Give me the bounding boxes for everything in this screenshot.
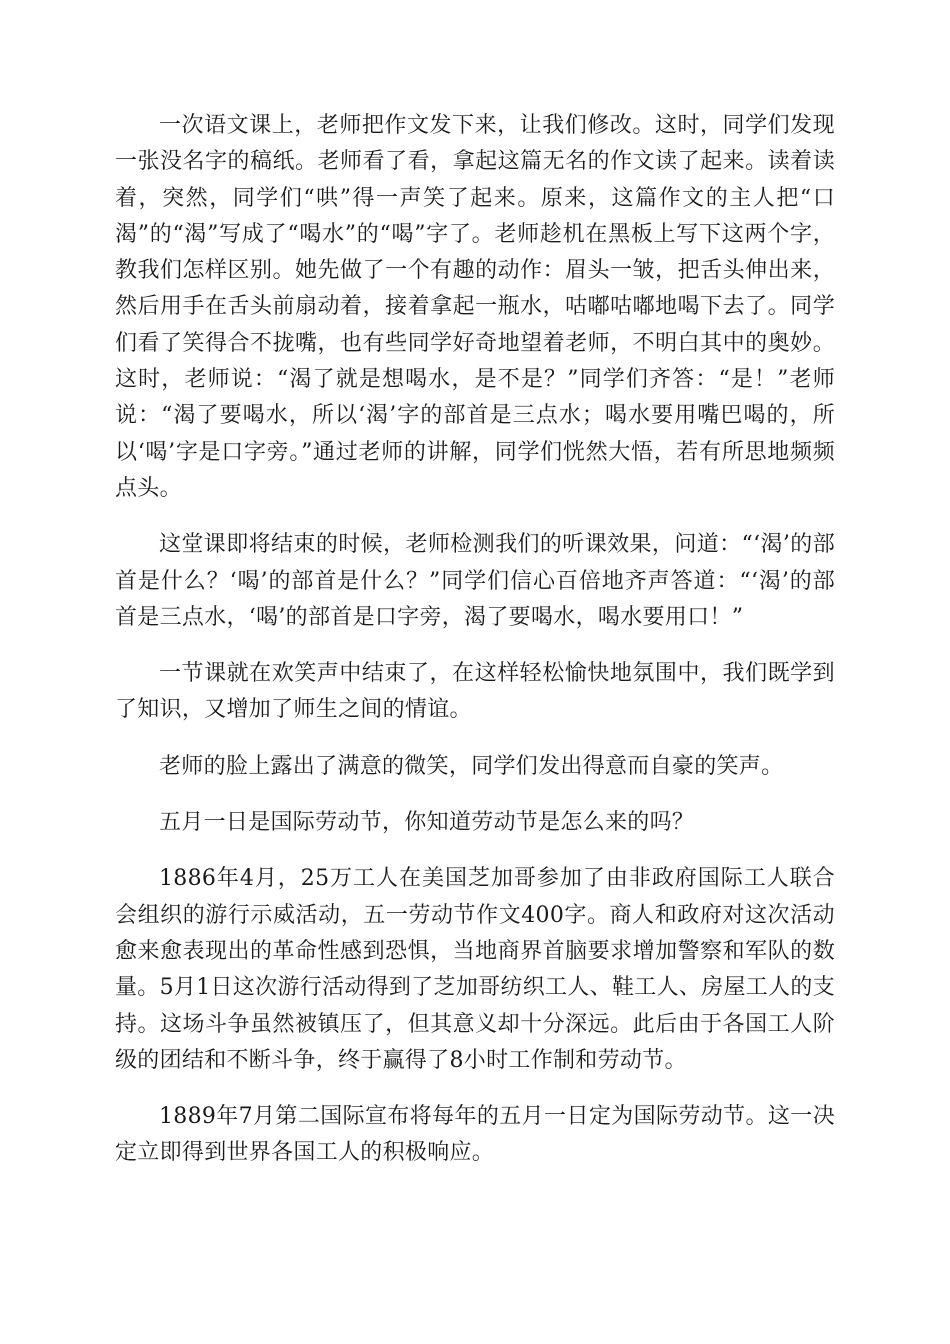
paragraph-6: 1886年4月，25万工人在美国芝加哥参加了由非政府国际工人联合会组织的游行示威活动，五一劳动节作文400字。商人和政府对这次活动愈来愈表现出的革命性感到恐惧，当地商界首脑要求增加警察和军队的数量。5月1日这次游行活动得到了芝加哥纺织工人、鞋工人、房屋工人的支持。这场斗争虽然被镇压了，但其意义却十分深远。此后由于各国工人阶级的团结和不断斗争，终于赢得了8小时工作制和劳动节。 [115,866,835,1073]
paragraph-2: 这堂课即将结束的时候，老师检测我们的听课效果，问道：“‘渴’的部首是什么？‘喝’的部首是什么？”同学们信心百倍地齐声答道：“‘渴’的部首是三点水，‘喝’的部首是口字旁，渴了要喝水，喝水要用口！” [115,532,835,630]
paragraph-3: 一节课就在欢笑声中结束了，在这样轻松愉快地氛围中，我们既学到了知识，又增加了师生之间的情谊。 [115,661,835,723]
paragraph-4: 老师的脸上露出了满意的微笑，同学们发出得意而自豪的笑声。 [159,753,784,779]
paragraph-7: 1889年7月第二国际宣布将每年的五月一日定为国际劳动节。这一决定立即得到世界各国工人的积极响应。 [115,1104,835,1166]
paragraph-1: 一次语文课上，老师把作文发下来，让我们修改。这时，同学们发现一张没名字的稿纸。老师看了看，拿起这篇无名的作文读了起来。读着读着，突然，同学们“哄”得一声笑了起来。原来，这篇作文的主人把“口渴”的“渴”写成了“喝水”的“喝”字了。老师趁机在黑板上写下这两个字，教我们怎样区别。她先做了一个有趣的动作：眉头一皱，把舌头伸出来，然后用手在舌头前扇动着，接着拿起一瓶水，咕嘟咕嘟地喝下去了。同学们看了笑得合不拢嘴，也有些同学好奇地望着老师，不明白其中的奥妙。这时，老师说：“渴了就是想喝水，是不是？”同学们齐答：“是！”老师说：“渴了要喝水，所以‘渴’字的部首是三点水；喝水要用嘴巴喝的，所以‘喝’字是口字旁。”通过老师的讲解，同学们恍然大悟，若有所思地频频点头。 [115,113,835,501]
paragraph-5: 五月一日是国际劳动节，你知道劳动节是怎么来的吗？ [159,810,695,836]
